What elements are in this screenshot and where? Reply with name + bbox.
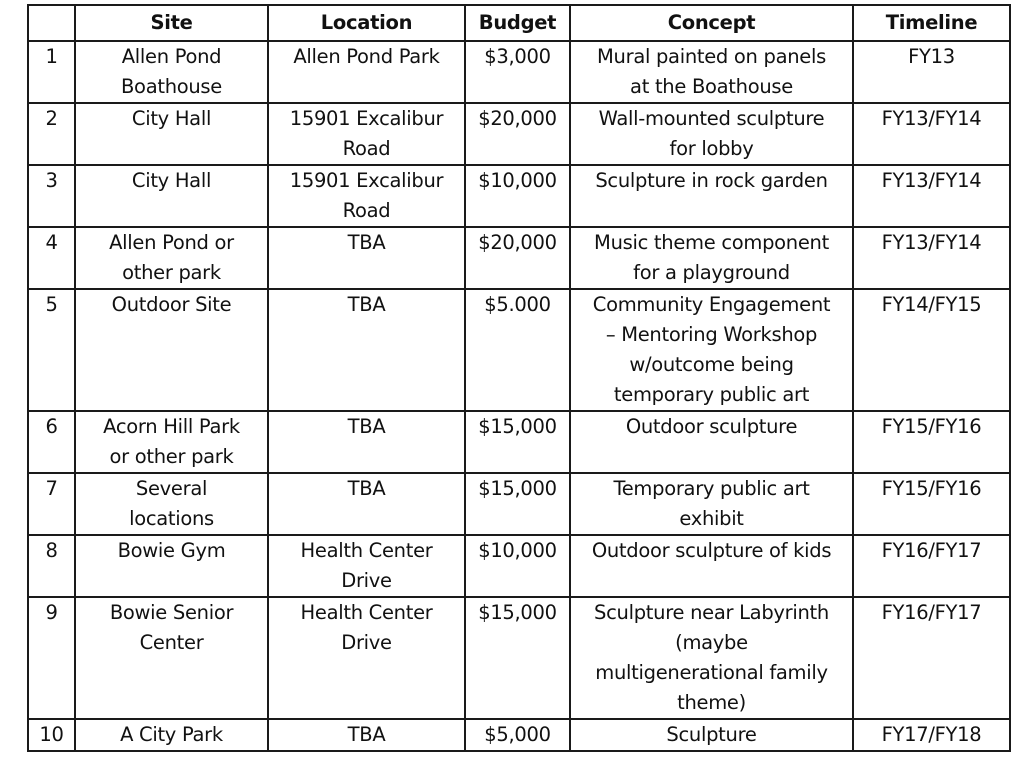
timeline-cell	[853, 41, 1010, 103]
site-text-line: Bowie Gym	[117, 539, 226, 562]
location-text-line: Health Center	[300, 539, 433, 562]
budget-cell	[465, 411, 570, 473]
site-cell	[75, 597, 268, 719]
timeline-text-line: FY15/FY16	[881, 477, 982, 500]
table-body	[28, 41, 1010, 751]
budget-cell	[465, 473, 570, 535]
timeline-text-line: FY13	[908, 45, 955, 68]
location-text-line: TBA	[347, 723, 386, 746]
timeline-cell	[853, 165, 1010, 227]
concept-cell	[570, 597, 853, 719]
header-concept: Concept	[570, 5, 853, 41]
table-row	[28, 165, 1010, 227]
location-text-line: Road	[342, 199, 391, 222]
timeline-text-line: FY13/FY14	[881, 169, 982, 192]
site-cell	[75, 535, 268, 597]
concept-text-line: – Mentoring Workshop	[605, 323, 818, 346]
concept-text-line: Wall-mounted sculpture	[598, 107, 825, 130]
timeline-text-line: FY17/FY18	[881, 723, 982, 746]
concept-text-line: Outdoor sculpture	[625, 415, 798, 438]
concept-text-line: Sculpture in rock garden	[595, 169, 828, 192]
budget-text-line: $3,000	[484, 45, 551, 68]
location-cell	[268, 165, 465, 227]
location-cell	[268, 535, 465, 597]
timeline-cell	[853, 719, 1010, 751]
table-row	[28, 227, 1010, 289]
concept-cell	[570, 103, 853, 165]
timeline-text-line: FY16/FY17	[881, 601, 982, 624]
site-cell	[75, 41, 268, 103]
budget-text-line: $5,000	[484, 723, 551, 746]
timeline-cell	[853, 289, 1010, 411]
location-text-line: Road	[342, 137, 391, 160]
timeline-cell	[853, 597, 1010, 719]
timeline-text-line: FY13/FY14	[881, 107, 982, 130]
site-text-line: City Hall	[131, 107, 212, 130]
concept-text-line: Sculpture	[666, 723, 757, 746]
location-text-line: Health Center	[300, 601, 433, 624]
timeline-text-line: FY14/FY15	[881, 293, 982, 316]
concept-text-line: (maybe	[675, 631, 748, 654]
header-budget: Budget	[465, 5, 570, 41]
row-number-cell: 5	[28, 289, 75, 411]
timeline-cell	[853, 473, 1010, 535]
concept-text-line: Sculpture near Labyrinth	[594, 601, 829, 624]
row-number-cell: 8	[28, 535, 75, 597]
site-text-line: Outdoor Site	[111, 293, 232, 316]
row-number-cell: 9	[28, 597, 75, 719]
timeline-text-line: FY15/FY16	[881, 415, 982, 438]
site-cell	[75, 227, 268, 289]
timeline-cell	[853, 227, 1010, 289]
site-text-line: Bowie Senior	[109, 601, 234, 624]
table-row	[28, 719, 1010, 751]
budget-text-line: $20,000	[478, 231, 557, 254]
row-number-cell: 7	[28, 473, 75, 535]
site-text-line: or other park	[109, 445, 234, 468]
location-text-line: Drive	[341, 569, 392, 592]
location-cell	[268, 103, 465, 165]
budget-text-line: $15,000	[478, 601, 557, 624]
site-text-line: Allen Pond	[121, 45, 222, 68]
table-row	[28, 535, 1010, 597]
concept-text-line: theme)	[677, 691, 746, 714]
row-number-cell: 6	[28, 411, 75, 473]
site-cell	[75, 473, 268, 535]
header-number	[28, 5, 75, 41]
concept-text-line: for a playground	[633, 261, 790, 284]
row-number-cell: 2	[28, 103, 75, 165]
site-cell	[75, 289, 268, 411]
location-text-line: 15901 Excalibur	[289, 169, 444, 192]
budget-cell	[465, 227, 570, 289]
row-number-cell: 3	[28, 165, 75, 227]
site-cell	[75, 411, 268, 473]
location-text-line: TBA	[347, 477, 386, 500]
concept-text-line: w/outcome being	[629, 353, 794, 376]
table-row	[28, 103, 1010, 165]
site-text-line: City Hall	[131, 169, 212, 192]
location-text-line: Allen Pond Park	[293, 45, 440, 68]
budget-text-line: $10,000	[478, 539, 557, 562]
concept-text-line: exhibit	[679, 507, 744, 530]
site-text-line: Acorn Hill Park	[103, 415, 240, 438]
timeline-text-line: FY16/FY17	[881, 539, 982, 562]
concept-cell	[570, 227, 853, 289]
timeline-cell	[853, 103, 1010, 165]
budget-text-line: $15,000	[478, 415, 557, 438]
location-cell	[268, 411, 465, 473]
site-cell	[75, 103, 268, 165]
budget-cell	[465, 103, 570, 165]
location-cell	[268, 227, 465, 289]
timeline-cell	[853, 411, 1010, 473]
site-cell	[75, 165, 268, 227]
budget-cell	[465, 41, 570, 103]
header-location: Location	[268, 5, 465, 41]
timeline-cell	[853, 535, 1010, 597]
location-cell	[268, 597, 465, 719]
site-text-line: A City Park	[120, 723, 223, 746]
site-text-line: other park	[122, 261, 221, 284]
concept-text-line: Community Engagement	[592, 293, 831, 316]
budget-text-line: $5.000	[484, 293, 551, 316]
concept-text-line: Mural painted on panels	[597, 45, 826, 68]
site-text-line: Several	[135, 477, 208, 500]
location-text-line: TBA	[347, 231, 386, 254]
site-text-line: Allen Pond or	[109, 231, 234, 254]
budget-cell	[465, 535, 570, 597]
timeline-text-line: FY13/FY14	[881, 231, 982, 254]
location-cell	[268, 473, 465, 535]
header-timeline: Timeline	[853, 5, 1010, 41]
location-text-line: Drive	[341, 631, 392, 654]
site-text-line: Boathouse	[120, 75, 222, 98]
concept-text-line: for lobby	[669, 137, 754, 160]
table-row	[28, 473, 1010, 535]
budget-cell	[465, 289, 570, 411]
table-row	[28, 41, 1010, 103]
concept-text-line: multigenerational family	[595, 661, 828, 684]
row-number-cell: 4	[28, 227, 75, 289]
concept-text-line: Music theme component	[594, 231, 829, 254]
budget-cell	[465, 719, 570, 751]
concept-text-line: temporary public art	[613, 383, 810, 406]
table-row	[28, 289, 1010, 411]
public-art-plan-table	[27, 4, 1011, 752]
concept-cell	[570, 535, 853, 597]
concept-cell	[570, 411, 853, 473]
concept-text-line: at the Boathouse	[630, 75, 793, 98]
budget-text-line: $15,000	[478, 477, 557, 500]
header-site: Site	[75, 5, 268, 41]
budget-text-line: $10,000	[478, 169, 557, 192]
table-row	[28, 411, 1010, 473]
location-cell	[268, 719, 465, 751]
budget-cell	[465, 597, 570, 719]
concept-cell	[570, 289, 853, 411]
concept-cell	[570, 719, 853, 751]
table-header-row	[28, 5, 1010, 41]
concept-cell	[570, 473, 853, 535]
row-number-cell: 1	[28, 41, 75, 103]
site-text-line: Center	[139, 631, 204, 654]
row-number-cell: 10	[28, 719, 75, 751]
site-cell	[75, 719, 268, 751]
site-text-line: locations	[129, 507, 214, 530]
concept-cell	[570, 41, 853, 103]
budget-text-line: $20,000	[478, 107, 557, 130]
location-text-line: TBA	[347, 415, 386, 438]
location-cell	[268, 41, 465, 103]
concept-text-line: Temporary public art	[613, 477, 810, 500]
concept-cell	[570, 165, 853, 227]
budget-cell	[465, 165, 570, 227]
concept-text-line: Outdoor sculpture of kids	[591, 539, 832, 562]
location-text-line: TBA	[347, 293, 386, 316]
location-text-line: 15901 Excalibur	[289, 107, 444, 130]
table-row	[28, 597, 1010, 719]
location-cell	[268, 289, 465, 411]
